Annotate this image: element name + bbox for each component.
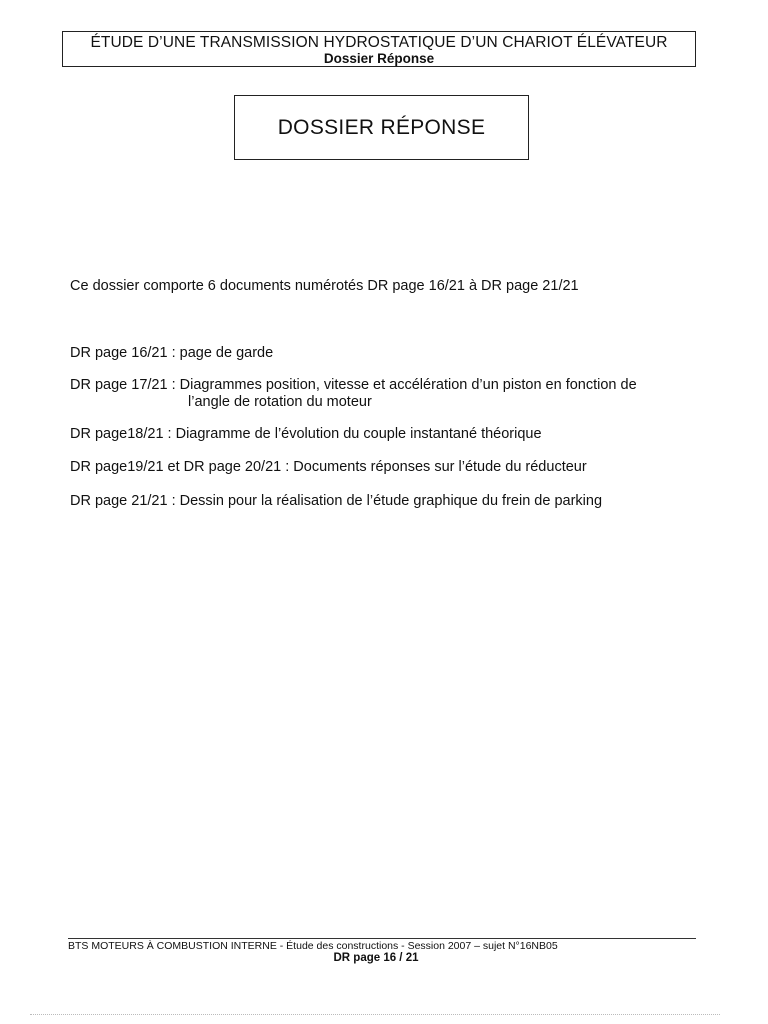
document-item [70,345,273,362]
header-title: ÉTUDE D’UNE TRANSMISSION HYDROSTATIQUE D’UN CHARIOT ÉLÉVATEUR [90,34,668,51]
document-item-text: DR page 16/21 : page de garde [70,345,274,361]
main-title-box [234,95,529,160]
document-item [70,493,602,510]
main-title: DOSSIER RÉPONSE [277,115,486,139]
document-item-text: DR page 17/21 : Diagrammes position, vitesse et accélération d’un piston en fonction de [70,377,637,393]
document-item-continuation: l’angle de rotation du moteur [188,394,372,410]
header-subtitle: Dossier Réponse [323,51,435,66]
document-item-text: DR page18/21 : Diagramme de l’évolution du couple instantané théorique [70,426,542,442]
document-item [70,459,587,476]
footer-divider [68,938,696,939]
scan-artifact-line [30,1014,720,1015]
intro-text: Ce dossier comporte 6 documents numérotés DR page 16/21 à DR page 21/21 [70,278,579,294]
document-item [70,377,637,411]
footer-page-number: DR page 16 / 21 [333,952,419,964]
document-header [62,31,696,67]
document-item-text: DR page 21/21 : Dessin pour la réalisation de l’étude graphique du frein de parking [70,493,603,509]
document-item [70,426,542,443]
footer-text: BTS MOTEURS À COMBUSTION INTERNE - Étude des constructions - Session 2007 – sujet N°16NB05 [68,940,558,952]
document-item-text: DR page19/21 et DR page 20/21 : Documents réponses sur l’étude du réducteur [70,459,587,475]
